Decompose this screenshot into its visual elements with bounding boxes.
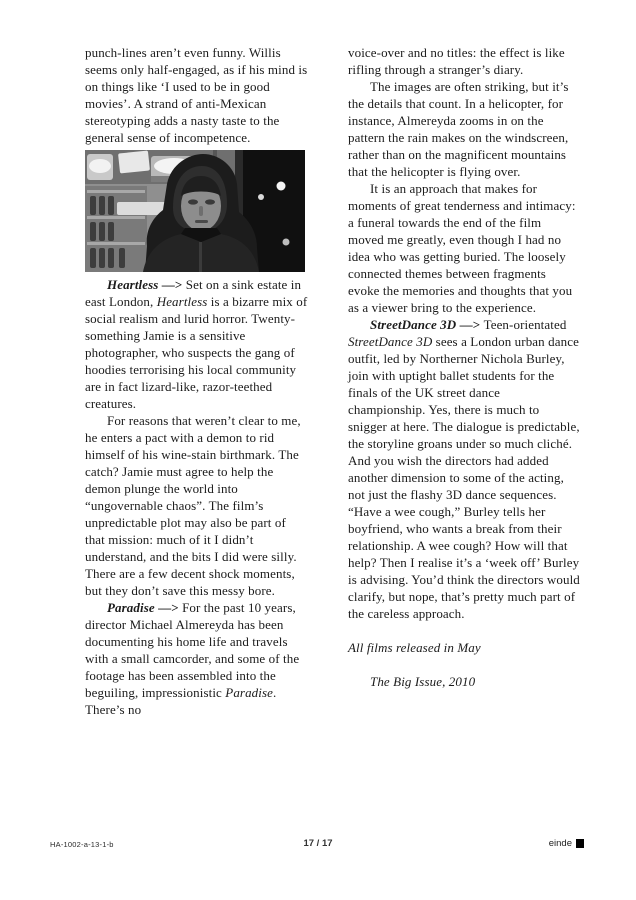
hooded-man-photo xyxy=(85,150,305,272)
hooded-man-photo-graphic xyxy=(85,150,305,272)
right-column xyxy=(348,44,580,690)
paragraph-heartless-2: For reasons that weren’t clear to me, he enters a pact with a demon to rid himself of his wine-stain birthmark. The catch? Jamie must agree to help the demon plunge the world into “ungovernable chaos”. The film’s unpredictable plot may also be part of that mission: much of it I didn’t understand, and the bits I did were silly. There are a few decent shock moments, but they don’t save this messy bore. xyxy=(85,413,301,598)
paragraph-streetdance: StreetDance 3D —> Teen-orientated StreetDance 3D sees a London urban dance outfit, led by Northerner Nichola Burley, join with uptight ballet students for the finals of the UK street dance championship. Yes, there is much to snigger at here. The dialogue is predictable, the storyline groans under so much cliché. And you wish the directors had added another dimension to some of the acting, not just the flashy 3D dance sequences. “Have a wee cough,” Burley tells her boyfriend, who wants a break from their relationship. A wee cough? How will that help? Then I realise it’s a ‘week off’ Burley is advising. You’d think the directors would clarify, but nope, that’s pretty much part of the careless approach. xyxy=(348,317,580,621)
end-marker xyxy=(549,838,584,849)
paragraph-paradise-approach: It is an approach that makes for moments of great tenderness and intimacy: a funeral towards the end of the film moved me greatly, even though I had no idea who was getting buried. The loosely connected themes between fragments evoke the memories and thoughts that you as a viewer bring to the experience. xyxy=(348,181,576,315)
document-code: HA-1002-a-13-1-b xyxy=(50,840,114,849)
page-indicator: 17 / 17 xyxy=(303,838,333,849)
end-label: einde xyxy=(548,838,572,849)
paragraph-paradise: Paradise —> For the past 10 years, director Michael Almereyda has been documenting his home life and travels with a small camcorder, and some of the footage has been assembled into the beguiling, impressionistic Paradise. There’s no xyxy=(85,600,300,717)
page-footer xyxy=(0,838,636,852)
paragraph-paradise-continued: voice-over and no titles: the effect is like rifling through a stranger’s diary. xyxy=(348,45,565,77)
paragraph-heartless: Heartless —> Set on a sink estate in east London, Heartless is a bizarre mix of social realism and lurid horror. Twenty-something Jamie is a sensitive photographer, who suspects the gang of hoodies terrorising his local community are in fact lizard-like, razor-teethed creatures. xyxy=(85,277,308,411)
release-note: All films released in May xyxy=(348,640,481,655)
end-square-icon xyxy=(576,839,584,848)
left-column xyxy=(85,44,309,718)
source-credit: The Big Issue, 2010 xyxy=(370,674,476,689)
paragraph-willis-review: punch-lines aren’t even funny. Willis seems only half-engaged, as if his mind is on things like ‘I used to be in good movies’. A strand of anti-Mexican stereotyping adds a nasty taste to the general sense of incompetence. xyxy=(85,45,308,145)
paragraph-paradise-images: The images are often striking, but it’s the details that count. In a helicopter, for instance, Almereyda zooms in on the pattern the rain makes on the windscreen, rather than on the magnificent mountains that the helicopter is flying over. xyxy=(348,79,569,179)
